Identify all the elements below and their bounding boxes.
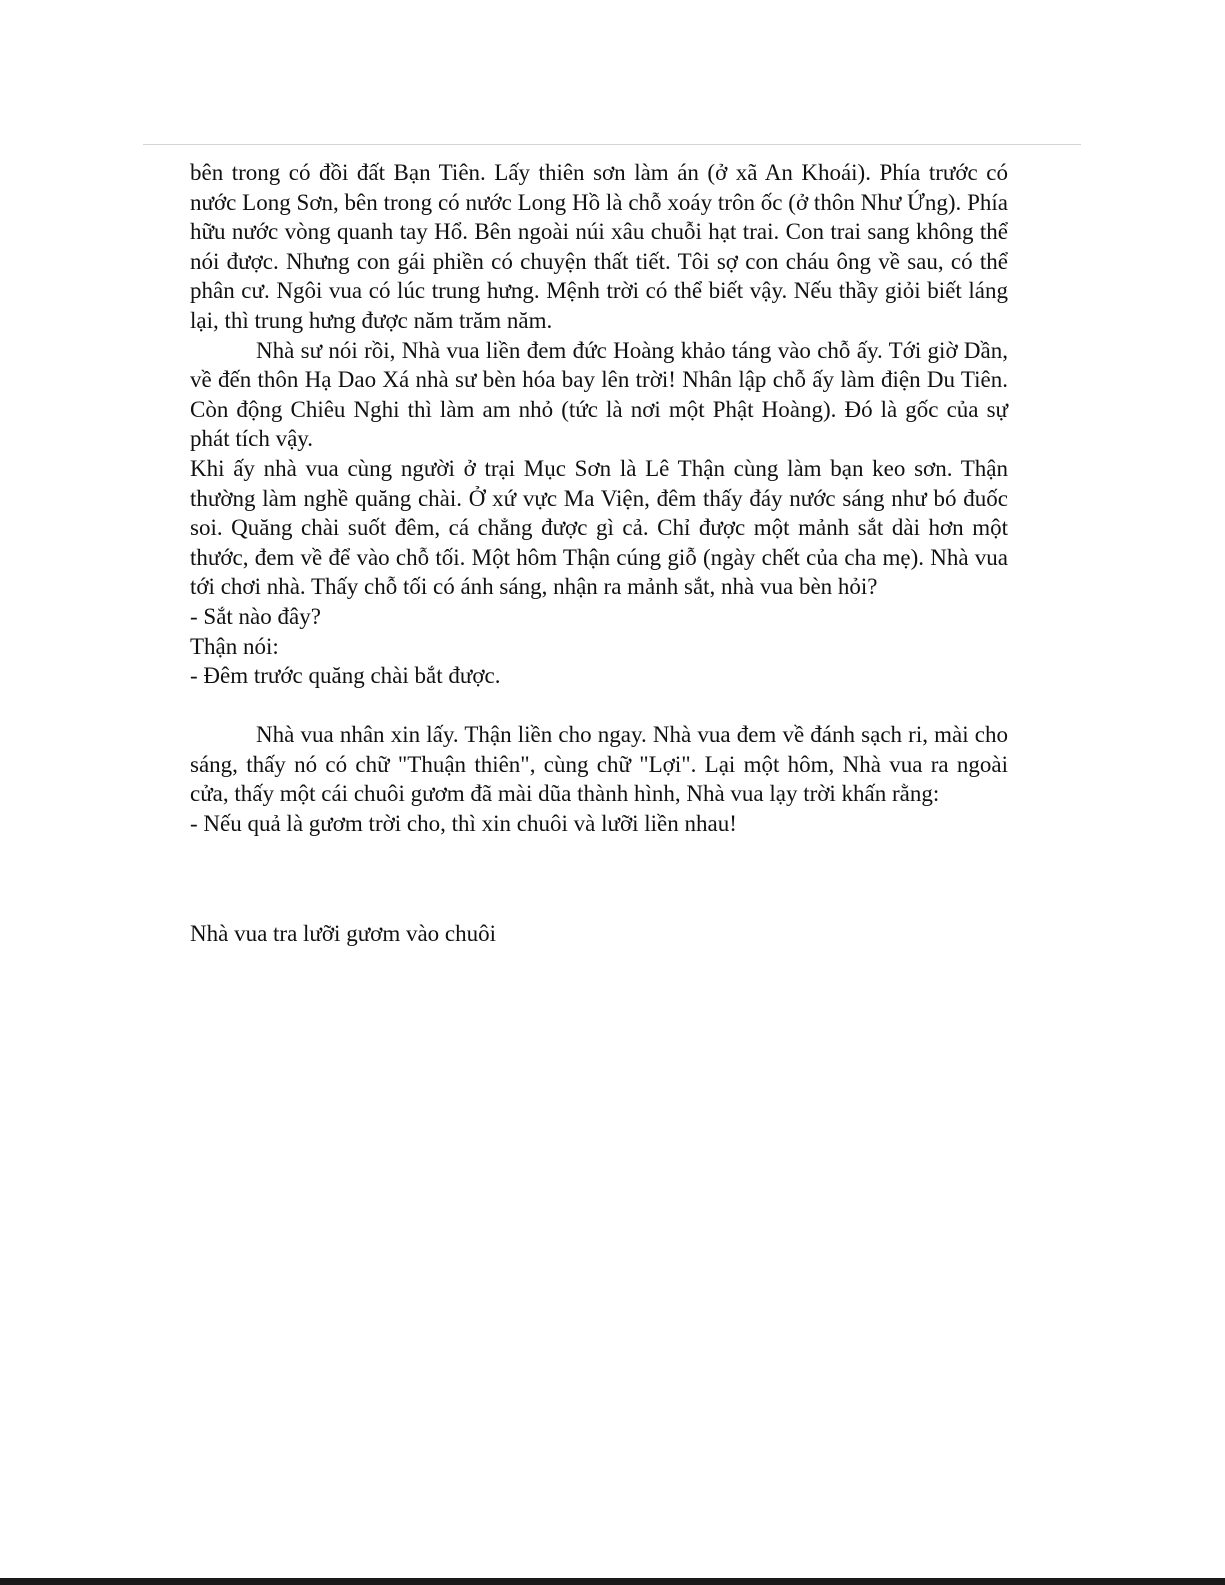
dialogue-line-answer: - Đêm trước quăng chài bắt được. bbox=[190, 663, 501, 689]
paragraph-monk-burial: Nhà sư nói rồi, Nhà vua liền đem đức Hoàng khảo táng vào chỗ ấy. Tới giờ Dần, về đến thôn Hạ Dao Xá nhà sư bèn hóa bay lên trời! Nhân lập chỗ ấy làm điện Du Tiên. Còn động Chiêu Nghi thì làm am nhỏ (tức là nơi một Phật Hoàng). Đó là gốc của sự phát tích vậy. bbox=[190, 337, 1008, 452]
dialogue-line-question: - Sắt nào đây? bbox=[190, 603, 321, 629]
paragraph-geomancy: bên trong có đồi đất Bạn Tiên. Lấy thiên sơn làm án (ở xã An Khoái). Phía trước có nước Long Sơn, bên trong có nước Long Hồ là chỗ xoáy trôn ốc (ở thôn Như Ứng). Phía hữu nước vòng quanh tay Hổ. Bên ngoài núi xâu chuỗi hạt trai. Con trai sang không thể nói được. Nhưng con gái phiền có chuyện thất tiết. Tôi sợ con cháu ông về sau, có thể phân cư. Ngôi vua có lúc trung hưng. Mệnh trời có thể biết vậy. Nếu thầy giỏi biết láng lại, thì trung hưng được năm trăm năm. bbox=[190, 160, 1008, 333]
document-body bbox=[190, 158, 1008, 839]
page-divider bbox=[143, 144, 1081, 145]
bottom-edge-bar bbox=[0, 1578, 1225, 1585]
cut-off-text-line: Nhà vua tra lưỡi gươm vào chuôi bbox=[190, 921, 497, 946]
dialogue-line-prayer: - Nếu quả là gươm trời cho, thì xin chuôi và lưỡi liền nhau! bbox=[190, 811, 737, 837]
paragraph-sword-blade: Nhà vua nhân xin lấy. Thận liền cho ngay. Nhà vua đem về đánh sạch ri, mài cho sáng, thấy nó có chữ "Thuận thiên", cùng chữ "Lợi". Lại một hôm, Nhà vua ra ngoài cửa, thấy một cái chuôi gươm đã mài dũa thành hình, Nhà vua lạy trời khấn rằng: bbox=[190, 722, 1008, 807]
paragraph-le-than: Khi ấy nhà vua cùng người ở trại Mục Sơn là Lê Thận cùng làm bạn keo sơn. Thận thường làm nghề quăng chài. Ở xứ vực Ma Viện, đêm thấy đáy nước sáng như bó đuốc soi. Quăng chài suốt đêm, cá chẳng được gì cả. Chỉ được một mảnh sắt dài hơn một thước, đem về để vào chỗ tối. Một hôm Thận cúng giỗ (ngày chết của cha mẹ). Nhà vua tới chơi nhà. Thấy chỗ tối có ánh sáng, nhận ra mảnh sắt, nhà vua bèn hỏi? bbox=[190, 455, 1008, 600]
blank-line bbox=[190, 691, 1008, 721]
dialogue-line-speaker: Thận nói: bbox=[190, 633, 279, 659]
